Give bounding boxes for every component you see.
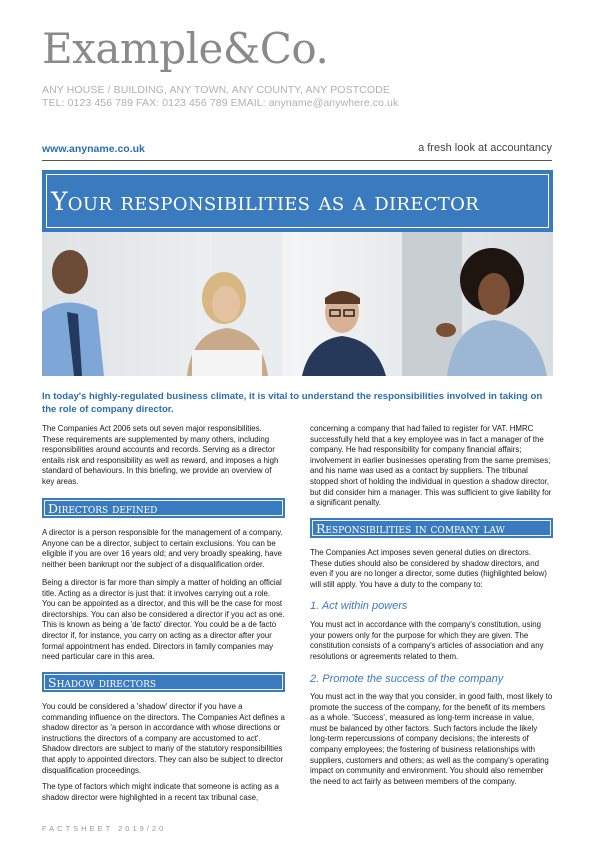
- contact-line: TEL: 0123 456 789 FAX: 0123 456 789 EMAIL: anyname@anywhere.co.uk: [42, 97, 399, 109]
- tagline: a fresh look at accountancy: [418, 142, 552, 154]
- duty-1-title: 1. Act within powers: [310, 600, 408, 612]
- section-heading-company-law: [310, 518, 553, 538]
- duty-1-paragraph: You must act in accordance with the company's constitution, using your powers only for the purpose for which they are given. The constitution consists of a company's articles of association and any resolutions or agreements related to them.: [310, 620, 544, 661]
- directors-defined-p2: Being a director is far more than simply a matter of holding an official title. Acting as a director is just that: it involves carrying out a role. You can be appointed as a director, and this will be the case for most directorships. You can also be considered a director if you act as one. This is known as being a 'de facto' director. You could be a de facto director if, for instance, you carry on acting as a director after your formal appointment has ended. Directors in family companies may need particular care in this area.: [42, 578, 285, 662]
- company-law-p1: The Companies Act imposes seven general duties on directors. These duties should also be considered by shadow directors, and even if you are no longer a director, some duties (highlighted below) will still apply. You have a duty to the company to:: [310, 548, 547, 589]
- footer-label: FACTSHEET 2019/20: [42, 824, 167, 833]
- company-logo: Example&Co.: [42, 24, 329, 73]
- title-banner: [42, 170, 553, 232]
- shadow-directors-p2: The type of factors which might indicate that someone is acting as a shadow director were highlighted in a recent tax tribunal case,: [42, 782, 279, 802]
- section-heading-shadow-directors: [42, 672, 285, 692]
- duty-2-title: 2. Promote the success of the company: [310, 673, 504, 685]
- duty-2-paragraph: You must act in the way that you consider, in good faith, most likely to promote the success of the company, for the benefit of its members as a whole. 'Success', measured as long-term increase in value, must be balanced by other factors. Such factors include the likely long-term repercussions of company decisions; the interests of company employees; the fostering of business relationships with suppliers, customers and others; as well as the company's operating impact on community and environment. You should also remember the need to act fairly as between members of the company.: [310, 692, 553, 786]
- header-divider: [42, 160, 552, 161]
- shadow-directors-p1: You could be considered a 'shadow' director if you have a commanding influence on the directors. The Companies Act defines a shadow director as 'a person in accordance with whose directions or instructions the directors of a company are accustomed to act'. Shadow directors are subject to many of the statutory responsibilities that apply to appointed directors. They can also be subject to director disqualification proceedings.: [42, 702, 285, 775]
- lead-paragraph: In today's highly-regulated business climate, it is vital to understand the responsibilities involved in taking on the role of company director.: [42, 391, 543, 416]
- section-heading-text: Shadow directors: [48, 674, 157, 690]
- section-heading-directors-defined: [42, 498, 285, 518]
- section-heading-text: Directors defined: [48, 500, 158, 516]
- website-link[interactable]: www.anyname.co.uk: [42, 143, 145, 155]
- section-heading-text: Responsibilities in company law: [316, 520, 505, 536]
- address-line: ANY HOUSE / BUILDING, ANY TOWN, ANY COUNTY, ANY POSTCODE: [42, 84, 390, 96]
- intro-paragraph: The Companies Act 2006 sets out seven major responsibilities. These requirements are supplemented by many others, including responsibilities around accounts and records. Serving as a director entails risk and responsibility as well as reward, and imposes a high standard of behaviours. In this briefing, we provide an overview of key areas.: [42, 424, 279, 486]
- directors-defined-p1: A director is a person responsible for the management of a company. Anyone can be a director, subject to certain exclusions. You can be eligible if you are over 16 years old; and very broadly speaking, have neither been bankrupt nor the subject of a disqualification order.: [42, 528, 283, 569]
- page-title: Your responsibilities as a director: [51, 186, 479, 216]
- meeting-photo: [42, 232, 553, 376]
- meeting-photo-illustration: [42, 232, 553, 376]
- shadow-directors-p3: concerning a company that had failed to register for VAT. HMRC successfully held that a key employee was in fact a manager of the company. He had responsibility for company financial affairs; involvement in earlier businesses operating from the same premises; and his name was used as a contact by suppliers. The tribunal stopped short of holding the individual in question a shadow director, but did consider him a manager. This was sufficient to give liability for a significant penalty.: [310, 424, 552, 508]
